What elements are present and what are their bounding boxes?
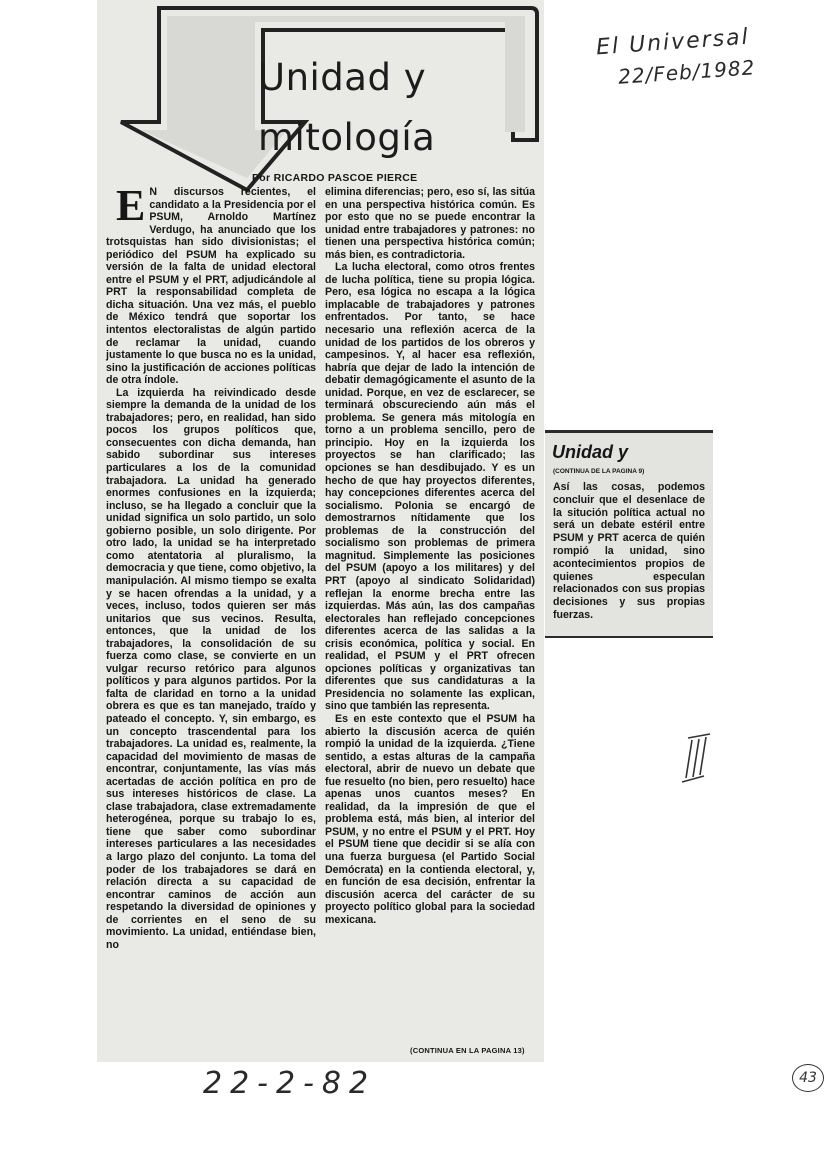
side-clipping-body: Así las cosas, podemos concluir que el desenlace de la situción política actual no será un debate estéril entre PSUM y PRT acerca de quién rompió la unidad, sino acontecimientos propios de quienes especulan relacionados con sus propias decisiones y sus propias fuerzas. xyxy=(553,481,705,621)
paragraph: elimina diferencias; pero, eso sí, las sitúa en una perspectiva histórica común. Es por esto que no se puede encontrar la unidad entre trabajadores y patrones: no tienen una perspectiva histórica común; más bien, es contradictoria. xyxy=(325,186,535,261)
paragraph: La lucha electoral, como otros frentes de lucha política, tiene su propia lógica. Pero, esa lógica no escapa a la lógica implacable de trabajadores y patrones enfrentados. Por tanto, se hace necesario una reflexión acerca de la unidad de los partidos de los obreros y campesinos. Y, al hacer esa reflexión, habría que dejar de lado la intención de debatir demagógicamente el asunto de la unidad. Porque, en vez de esclarecer, se terminará obscureciendo aún más el problema. Se genera más mitología en torno a un problema sencillo, pero de principio. Hoy en la izquierda los proyectos se han clarificado; las opciones se han desdibujado. Y es un hecho de que hay proyectos diferentes, hay concepciones diferentes acerca del socialismo. Polonia se encargó de demostrarnos nítidamente que los problemas de la construcción del socialismo son problemas de primera magnitud. Simplemente las posiciones del PSUM (apoyo a los militares) y del PRT (apoyo al sindicato Solidaridad) reflejan la enorme brecha entre las izquierdas. Más aún, las dos campañas electorales han reflejado concepciones diferentes acerca de las salidas a la crisis económica, política y social. En realidad, el PSUM y el PRT ofrecen opciones políticas y organizativas tan diferentes que sus candidaturas a la Presidencia no solamente las explican, sino que también las representa. xyxy=(325,261,535,713)
byline: Por RICARDO PASCOE PIERCE xyxy=(252,172,418,184)
article-column-2 xyxy=(325,186,535,926)
article-column-1 xyxy=(106,181,316,951)
side-clipping-title: Unidad y xyxy=(552,442,629,462)
drop-cap: E xyxy=(116,181,146,230)
headline-line-2: mitología xyxy=(258,116,436,159)
side-clipping-continued-from: (CONTINUA DE LA PAGINA 9) xyxy=(553,468,645,475)
handwritten-source: El Universal xyxy=(595,24,751,61)
page-number: 43 xyxy=(792,1064,824,1092)
divider xyxy=(545,636,713,638)
handwritten-bottom-date: 22-2-82 xyxy=(203,1066,377,1101)
divider xyxy=(545,430,713,433)
handwritten-date: 22/Feb/1982 xyxy=(617,55,756,89)
roman-numeral-mark xyxy=(680,732,716,792)
paragraph: N discursos recientes, el candidato a la Presidencia por el PSUM, Arnoldo Martínez Verdugo, ha anunciado que los trotsquistas han sido divisionistas; el periódico del PSUM ha explicado su versión de la falta de unidad electoral entre el PSUM y el PRT, adjudicándole al PRT la responsabilidad completa de dicha situación. Una vez más, el pueblo de México tendrá que soportar los intentos electoralistas de algún partido de reclamar la unidad, cuando justamente lo que busca no es la unidad, sino la justificación de acciones políticas de otra índole. xyxy=(106,186,316,387)
paragraph: Es en este contexto que el PSUM ha abierto la discusión acerca de quién rompió la unidad de la izquierda. ¿Tiene sentido, a estas alturas de la campaña electoral, abrir de nuevo un debate que fue resuelto (no bien, pero resuelto) hace apenas unos cuantos meses? En realidad, da la impresión de que el problema está, más bien, al interior del PSUM, y no entre el PSUM y el PRT. Hoy el PSUM tiene que decidir si se alía con una fuerza burguesa (el Partido Social Demócrata) en la contienda electoral, y, en función de esa decisión, enfrentar la discusión acerca del carácter de su proyecto político global para la sociedad mexicana. xyxy=(325,712,535,926)
continued-note: (CONTINUA EN LA PAGINA 13) xyxy=(410,1046,525,1055)
down-arrow-graphic xyxy=(97,0,544,200)
headline-line-1: Unidad y xyxy=(258,56,427,99)
paragraph: La izquierda ha reivindicado desde siempre la demanda de la unidad de los trabajadores; pero, en realidad, han sido pocos los grupos políticos que, consecuentes con dicha demanda, han sabido subordinar sus intereses particulares a los de la comunidad trabajadora. La unidad ha generado enormes confusiones en la izquierda; incluso, se ha llegado a concluir que la unidad significa un solo partido, un solo gobierno posible, un solo dirigente. Por otro lado, la unidad se ha interpretado como atentatoria al pluralismo, la democracia y que tiene, como objetivo, la manipulación. Al mismo tiempo se exalta y se hacen ofrendas a la unidad, y a veces, incluso, todos quieren ser más unitarios que sus vecinos. Resulta, entonces, que la unidad de los trabajadores, la consolidación de su fuerza como clase, se convierte en un vulgar recurso retórico para algunos políticos y para algunos partidos. Por la falta de claridad en torno a la unidad obrera es que es tan manejado, traído y pateado el concepto. Y, sin embargo, es un concepto trascendental para los trabajadores. La unidad es, realmente, la capacidad del movimiento de masas de encontrar, conjuntamente, las vías más acertadas de acción política en pro de sus intereses históricos de clase. La clase trabajadora, clase extremadamente heterogénea, porque su trabajo lo es, tiene que saber como subordinar intereses particulares a las necesidades a largo plazo del conjunto. La toma del poder de los trabajadores se dará en relación directa a su capacidad de encontrar caminos de acción aun respetando la diversidad de opiniones y de corrientes en el seno de su movimiento. La unidad, entiéndase bien, no xyxy=(106,386,316,951)
